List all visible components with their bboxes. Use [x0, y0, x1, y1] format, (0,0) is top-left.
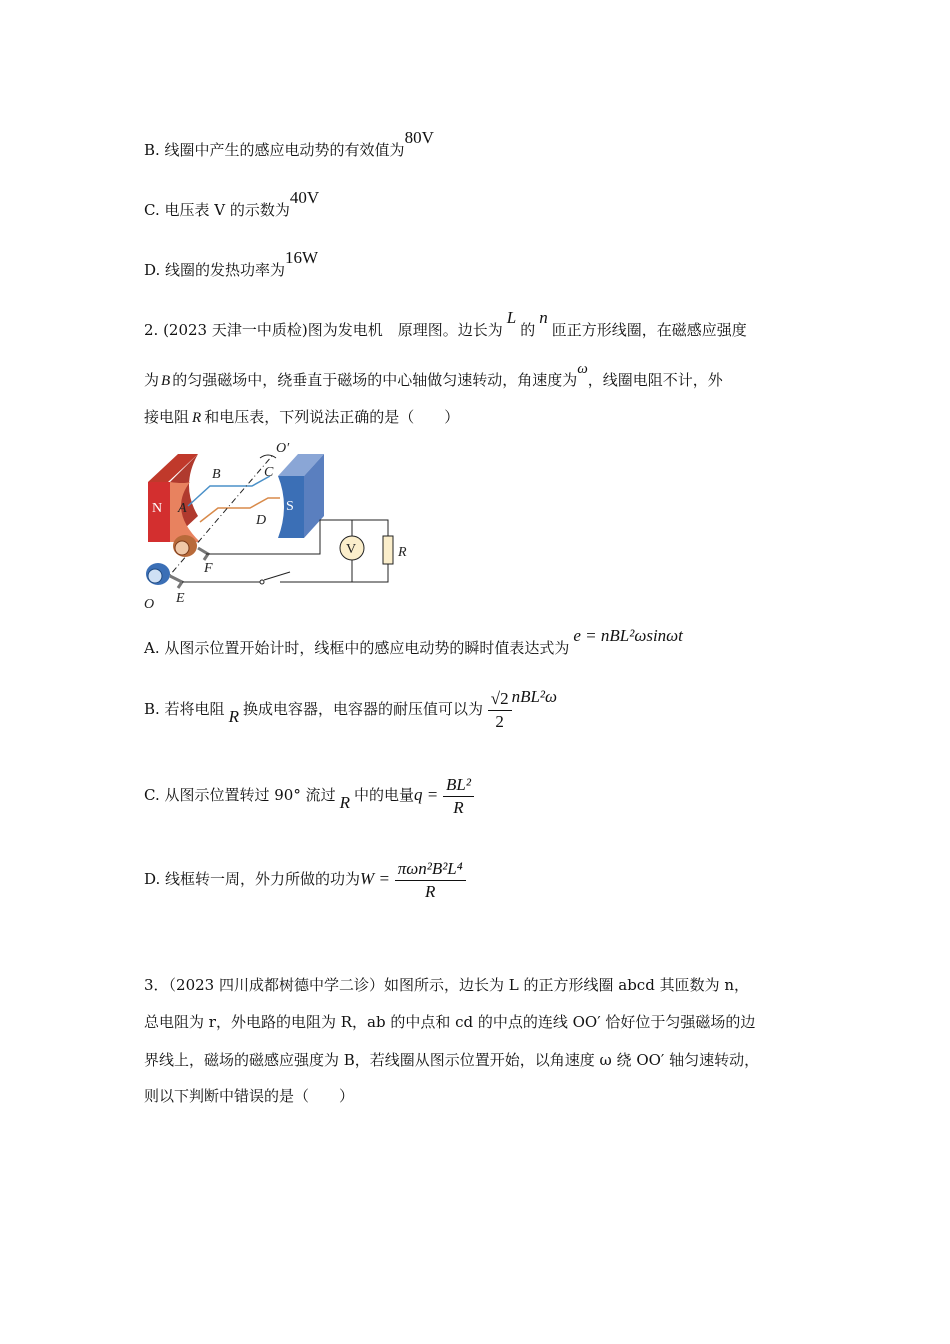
f-label: F [204, 561, 213, 576]
r-label: R [398, 545, 407, 560]
q2-option-c: C. 从图示位置转过 90° 流过 R 中的电量q = $\frac{\text{BL²}}{R}$ [144, 770, 474, 820]
q3-stem-line2: 总电阻为 r，外电路的电阻为 R，ab 的中点和 cd 的中点的连线 OO′ 恰好位于匀强磁场的边 [144, 1013, 756, 1031]
q3-stem-line4: 则以下判断中错误的是（ ） [144, 1087, 355, 1105]
q2-option-d-fraction: $\frac{\text{πωn²B²L⁴}}{R}$ [395, 858, 466, 903]
switch [264, 572, 290, 580]
resistor [383, 536, 393, 564]
b-label: B [212, 467, 221, 482]
n-label: N [152, 501, 163, 516]
q2-option-a: A. 从图示位置开始计时，线框中的感应电动势的瞬时值表达式为e = nBL²ωsinωt [144, 626, 683, 657]
q1-option-c-value: 40V [289, 188, 320, 207]
v-label: V [346, 542, 357, 557]
generator-diagram [140, 436, 420, 612]
brush-e [170, 576, 182, 588]
q2-stem-line1: 2. (2023 天津一中质检)图为发电机 原理图。边长为L的n匝正方形线圈，在磁感应强度 [144, 308, 747, 339]
q2-option-a-formula: e = nBL²ωsinωt [573, 626, 683, 645]
coil-top-wire [188, 476, 270, 506]
q3-stem-line3: 界线上，磁场的磁感应强度为 B，若线圈从图示位置开始，以角速度 ω 绕 OO′ 轴匀速转动， [144, 1051, 760, 1069]
q1-option-d: D. 线圈的发热功率为16W [144, 248, 319, 279]
e-label: E [176, 591, 185, 606]
q2-stem-line3: 接电阻 R 和电压表，下列说法正确的是（ ） [144, 408, 460, 426]
c-label: C [264, 465, 274, 480]
q2-option-c-fraction: $\frac{\text{BL²}}{R}$ [443, 774, 474, 819]
q2-stem-line2: 为 B 的匀强磁场中，绕垂直于磁场的中心轴做匀速转动，角速度为ω，线圈电阻不计，外 [144, 361, 723, 389]
s-label: S [286, 499, 294, 514]
q2-option-b: B. 若将电阻 R 换成电容器，电容器的耐压值可以为 $\frac{√2}{2}$ nBL²ω [144, 687, 558, 731]
a-label: A [178, 501, 187, 516]
q1-option-c: C. 电压表 V 的示数为40V [144, 188, 320, 219]
q1-option-b: B. 线圈中产生的感应电动势的有效值为80V [144, 128, 434, 159]
q2-option-d: D. 线框转一周，外力所做的功为W = $\frac{\text{πωn²B²L⁴}}{R}$ [144, 854, 466, 904]
coil-bottom-wire [200, 498, 280, 522]
d-label: D [256, 513, 267, 528]
o-prime-label: O′ [276, 441, 290, 456]
q3-stem-line1: 3．（2023 四川成都树德中学二诊）如图所示，边长为 L 的正方形线圈 abcd 其匝数为 n， [144, 976, 749, 994]
q1-option-d-value: 16W [285, 248, 319, 267]
q1-option-b-value: 80V [404, 128, 434, 147]
q2-option-b-fraction: $\frac{√2}{2}$ [488, 688, 512, 733]
o-label: O [144, 597, 155, 612]
